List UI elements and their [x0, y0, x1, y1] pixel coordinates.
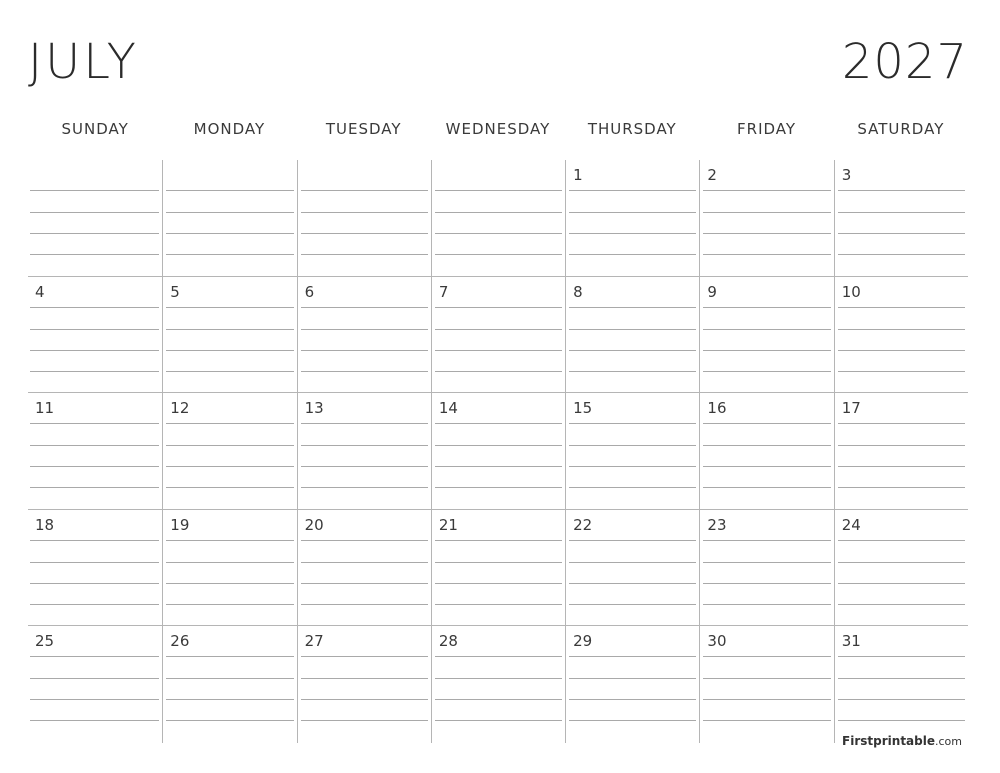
writing-line [569, 212, 696, 213]
day-number: 4 [35, 282, 45, 301]
writing-line [30, 254, 159, 255]
day-number: 23 [707, 515, 727, 534]
writing-line [569, 562, 696, 563]
day-number: 16 [707, 399, 727, 418]
day-cell [699, 510, 833, 627]
writing-line [166, 562, 293, 563]
year-title: 2027 [841, 34, 968, 90]
day-cell [834, 626, 968, 743]
writing-line [838, 254, 965, 255]
writing-line [301, 466, 428, 467]
writing-line [703, 445, 830, 446]
day-cell [297, 277, 431, 394]
day-cell [565, 626, 699, 743]
day-number: 3 [841, 166, 852, 184]
writing-line [301, 371, 428, 372]
writing-line [301, 350, 428, 351]
writing-line [838, 233, 965, 234]
day-cell [565, 277, 699, 394]
writing-line [838, 678, 965, 679]
writing-line [838, 604, 965, 605]
day-cell [28, 160, 162, 277]
writing-line [166, 233, 293, 234]
writing-line [569, 720, 696, 721]
day-cell [297, 160, 431, 277]
writing-line [166, 604, 293, 605]
writing-line [838, 190, 965, 191]
day-cell [699, 626, 833, 743]
writing-line [30, 699, 159, 700]
writing-line [30, 540, 159, 541]
writing-line [435, 212, 562, 213]
writing-line [435, 487, 562, 488]
writing-line [838, 212, 965, 213]
writing-line [838, 371, 965, 372]
writing-line [703, 423, 830, 424]
day-cell [162, 626, 296, 743]
writing-line [30, 329, 159, 330]
writing-line [838, 583, 965, 584]
month-title: JULY [28, 34, 139, 90]
writing-line [435, 540, 562, 541]
writing-line [301, 190, 428, 191]
writing-line [166, 678, 293, 679]
writing-line [435, 423, 562, 424]
writing-line [166, 487, 293, 488]
day-cell [834, 277, 968, 394]
writing-line [838, 307, 965, 308]
day-number: 21 [438, 515, 458, 534]
writing-line [166, 212, 293, 213]
writing-line [703, 307, 830, 308]
day-number: 26 [170, 632, 190, 651]
writing-line [838, 445, 965, 446]
writing-line [166, 445, 293, 446]
writing-line [166, 466, 293, 467]
day-number: 5 [170, 282, 180, 301]
writing-line [435, 466, 562, 467]
weekday-header-row [28, 118, 968, 140]
writing-line [435, 445, 562, 446]
day-cell [28, 510, 162, 627]
writing-line [30, 656, 159, 657]
writing-line [301, 254, 428, 255]
writing-line [703, 540, 830, 541]
writing-line [435, 307, 562, 308]
day-number: 14 [438, 399, 458, 418]
day-number: 2 [707, 166, 717, 184]
writing-line [838, 350, 965, 351]
writing-line [703, 604, 830, 605]
writing-line [703, 371, 830, 372]
day-number: 11 [35, 399, 55, 418]
writing-line [30, 583, 159, 584]
day-cell [28, 626, 162, 743]
writing-line [166, 371, 293, 372]
writing-line [301, 562, 428, 563]
writing-line [703, 678, 830, 679]
day-number: 7 [438, 282, 449, 301]
writing-line [703, 720, 830, 721]
writing-line [30, 371, 159, 372]
writing-line [301, 423, 428, 424]
writing-line [838, 423, 965, 424]
writing-line [166, 699, 293, 700]
writing-line [301, 212, 428, 213]
writing-line [301, 656, 428, 657]
writing-line [703, 233, 830, 234]
writing-line [569, 678, 696, 679]
writing-line [838, 562, 965, 563]
day-cell [162, 277, 296, 394]
writing-line [301, 233, 428, 234]
day-number: 19 [170, 515, 190, 534]
writing-line [838, 540, 965, 541]
writing-line [435, 720, 562, 721]
day-number: 30 [707, 632, 727, 651]
writing-line [703, 350, 830, 351]
writing-line [569, 371, 696, 372]
weekday-monday: MONDAY [193, 120, 266, 138]
writing-line [569, 466, 696, 467]
day-cell [162, 510, 296, 627]
brand-name: Firstprintable [842, 734, 935, 748]
writing-line [30, 190, 159, 191]
writing-line [569, 423, 696, 424]
writing-line [301, 604, 428, 605]
day-number: 17 [841, 399, 861, 418]
day-cell [431, 393, 565, 510]
day-cell [699, 393, 833, 510]
day-number: 22 [573, 515, 593, 534]
weekday-sunday: SUNDAY [61, 120, 129, 138]
writing-line [30, 720, 159, 721]
day-cell [162, 160, 296, 277]
writing-line [301, 307, 428, 308]
writing-line [166, 254, 293, 255]
writing-line [166, 720, 293, 721]
writing-line [301, 583, 428, 584]
writing-line [301, 445, 428, 446]
day-cell [297, 626, 431, 743]
writing-line [166, 350, 293, 351]
writing-line [435, 371, 562, 372]
day-number: 27 [304, 632, 324, 651]
calendar-grid [28, 160, 968, 743]
writing-line [703, 466, 830, 467]
writing-line [703, 656, 830, 657]
day-cell [699, 277, 833, 394]
writing-line [30, 233, 159, 234]
weekday-saturday: SATURDAY [857, 120, 945, 138]
writing-line [703, 329, 830, 330]
day-number: 20 [304, 515, 324, 534]
writing-line [569, 329, 696, 330]
writing-line [166, 583, 293, 584]
writing-line [703, 212, 830, 213]
writing-line [30, 487, 159, 488]
writing-line [569, 254, 696, 255]
day-cell [699, 160, 833, 277]
writing-line [703, 254, 830, 255]
writing-line [30, 445, 159, 446]
writing-line [435, 678, 562, 679]
writing-line [30, 307, 159, 308]
writing-line [435, 604, 562, 605]
writing-line [301, 720, 428, 721]
writing-line [838, 699, 965, 700]
writing-line [435, 233, 562, 234]
writing-line [838, 466, 965, 467]
day-cell [431, 160, 565, 277]
writing-line [30, 678, 159, 679]
writing-line [435, 656, 562, 657]
day-number: 10 [841, 282, 861, 301]
writing-line [569, 583, 696, 584]
writing-line [838, 487, 965, 488]
writing-line [166, 423, 293, 424]
writing-line [30, 212, 159, 213]
writing-line [166, 190, 293, 191]
writing-line [301, 329, 428, 330]
writing-line [166, 540, 293, 541]
weekday-tuesday: TUESDAY [325, 120, 402, 138]
writing-line [30, 604, 159, 605]
writing-line [166, 329, 293, 330]
day-cell [834, 393, 968, 510]
writing-line [435, 562, 562, 563]
writing-line [435, 583, 562, 584]
writing-line [703, 562, 830, 563]
writing-line [569, 540, 696, 541]
writing-line [166, 656, 293, 657]
day-number: 12 [170, 399, 190, 418]
writing-line [301, 487, 428, 488]
day-number: 6 [304, 282, 315, 301]
day-cell [565, 393, 699, 510]
writing-line [569, 307, 696, 308]
day-number: 8 [573, 282, 583, 301]
writing-line [569, 350, 696, 351]
writing-line [703, 699, 830, 700]
writing-line [30, 562, 159, 563]
writing-line [569, 656, 696, 657]
day-number: 1 [573, 166, 583, 184]
writing-line [569, 190, 696, 191]
day-number: 13 [304, 399, 324, 418]
writing-line [166, 307, 293, 308]
writing-line [838, 720, 965, 721]
writing-line [569, 699, 696, 700]
writing-line [301, 678, 428, 679]
writing-line [435, 190, 562, 191]
day-number: 25 [35, 632, 55, 651]
day-number: 15 [573, 399, 593, 418]
weekday-thursday: THURSDAY [587, 120, 677, 138]
writing-line [435, 350, 562, 351]
writing-line [30, 350, 159, 351]
writing-line [703, 583, 830, 584]
day-cell [28, 393, 162, 510]
brand-watermark [842, 733, 962, 750]
writing-line [838, 656, 965, 657]
writing-line [30, 466, 159, 467]
writing-line [569, 233, 696, 234]
day-cell [162, 393, 296, 510]
writing-line [703, 487, 830, 488]
writing-line [435, 329, 562, 330]
day-number: 31 [841, 632, 861, 651]
day-number: 24 [841, 515, 861, 534]
weekday-friday: FRIDAY [737, 120, 797, 138]
day-number: 28 [438, 632, 458, 651]
writing-line [30, 423, 159, 424]
day-number: 29 [573, 632, 593, 651]
day-cell [297, 510, 431, 627]
day-cell [565, 160, 699, 277]
writing-line [435, 254, 562, 255]
weekday-wednesday: WEDNESDAY [445, 120, 551, 138]
day-cell [565, 510, 699, 627]
day-number: 18 [35, 515, 55, 534]
writing-line [569, 445, 696, 446]
writing-line [301, 699, 428, 700]
writing-line [569, 487, 696, 488]
day-cell [431, 626, 565, 743]
day-cell [28, 277, 162, 394]
writing-line [435, 699, 562, 700]
writing-line [569, 604, 696, 605]
day-cell [834, 510, 968, 627]
day-number: 9 [707, 282, 717, 301]
day-cell [431, 277, 565, 394]
writing-line [301, 540, 428, 541]
writing-line [838, 329, 965, 330]
day-cell [834, 160, 968, 277]
day-cell [297, 393, 431, 510]
brand-domain: .com [935, 735, 962, 748]
day-cell [431, 510, 565, 627]
writing-line [703, 190, 830, 191]
